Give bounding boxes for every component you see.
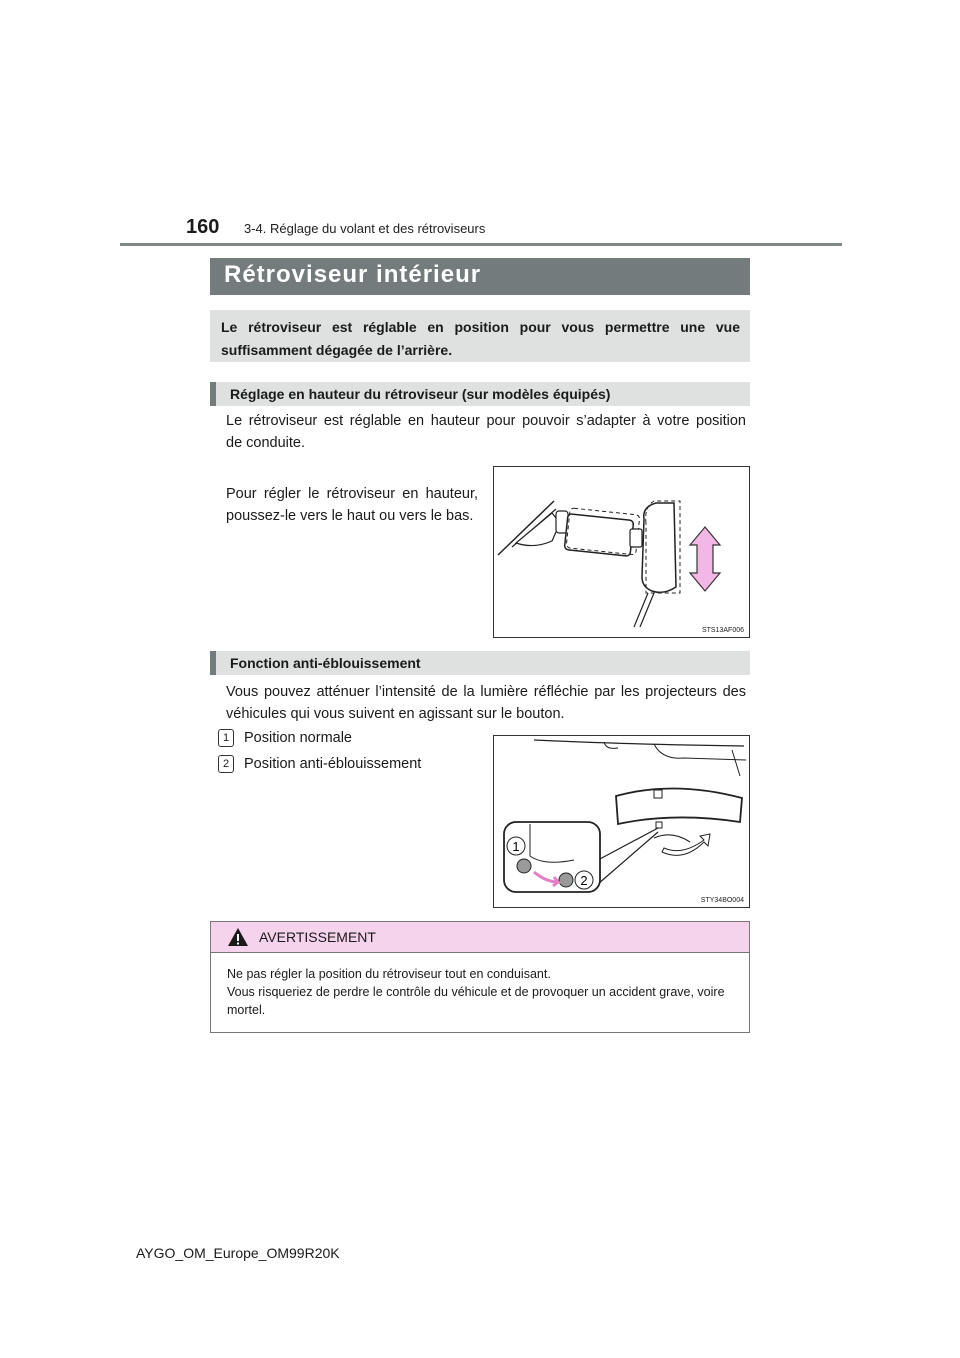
- item-label: Position anti-éblouissement: [244, 756, 422, 772]
- page-title: Rétroviseur intérieur: [210, 258, 750, 295]
- intro-summary: Le rétroviseur est réglable en position pour vous permettre une vue suffisamment dégagée de l’arrière.: [210, 310, 750, 362]
- list-item: [218, 755, 421, 773]
- anti-glare-paragraph: Vous pouvez atténuer l’intensité de la lumière réfléchie par les projecteurs des véhicules qui vous suivent en agissant sur le bouton.: [226, 684, 746, 722]
- height-adjust-paragraph: [226, 410, 746, 454]
- warning-text: [211, 953, 749, 1019]
- height-adjust-line-1: Le rétroviseur est réglable en hauteur pour pouvoir s’adapter à votre position: [226, 413, 746, 429]
- warning-box: [210, 921, 750, 1033]
- item-number: 2: [218, 755, 234, 773]
- list-item: [218, 729, 352, 747]
- subheading-anti-glare: Fonction anti-éblouissement: [210, 651, 750, 675]
- mirror-height-figure: [493, 466, 750, 638]
- footer-doc-id: AYGO_OM_Europe_OM99R20K: [136, 1245, 340, 1261]
- section-title: 3-4. Réglage du volant et des rétroviseurs: [244, 221, 486, 236]
- header-divider: [120, 243, 842, 246]
- warning-line-2: Vous risqueriez de perdre le contrôle du véhicule et de provoquer un accident grave, voire mortel.: [227, 985, 725, 1017]
- warning-title: AVERTISSEMENT: [259, 929, 376, 945]
- item-label: Position normale: [244, 730, 352, 746]
- figure-code: STY34BO004: [700, 897, 744, 904]
- anti-glare-figure: [493, 735, 750, 908]
- subheading-height-adjust: Réglage en hauteur du rétroviseur (sur modèles équipés): [210, 382, 750, 406]
- figure-code: STS13AF006: [701, 627, 744, 634]
- callout-2: 2: [580, 873, 588, 888]
- warning-icon: [227, 927, 249, 947]
- item-number: 1: [218, 729, 234, 747]
- page-number: 160: [186, 216, 220, 238]
- anti-glare-illustration: [494, 736, 749, 907]
- callout-1: 1: [512, 839, 520, 854]
- height-adjust-instruction: Pour régler le rétroviseur en hauteur, poussez-le vers le haut ou vers le bas.: [226, 486, 478, 524]
- mirror-height-illustration: [494, 467, 749, 637]
- height-adjust-line-2: de conduite.: [226, 435, 306, 451]
- warning-header: [211, 922, 749, 953]
- warning-line-1: Ne pas régler la position du rétroviseur tout en conduisant.: [227, 967, 551, 981]
